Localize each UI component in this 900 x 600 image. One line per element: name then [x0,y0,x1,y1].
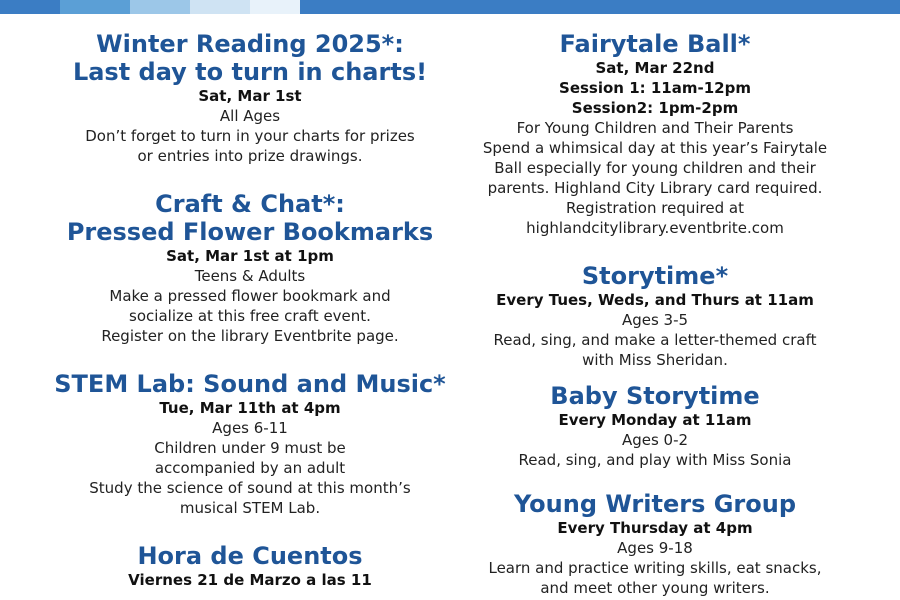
event-title: Young Writers Group [514,490,796,518]
event-audience: Teens & Adults [194,267,306,285]
event-title: STEM Lab: Sound and Music* [54,370,446,398]
event-title: Storytime* [581,262,729,290]
event-description: parents. Highland City Library card required. [487,179,823,197]
header-band [0,0,900,14]
event-description: Children under 9 must be [154,439,346,457]
event-session: Session2: 1pm-2pm [571,99,739,117]
event-craft-chat [20,190,480,346]
event-audience: Ages 6-11 [212,419,288,437]
event-registration-link[interactable]: highlandcitylibrary.eventbrite.com [526,219,784,237]
event-description: Study the science of sound at this month’s [89,479,411,497]
event-title: Last day to turn in charts! [72,58,428,86]
event-description: Learn and practice writing skills, eat snacks, [488,559,822,577]
event-audience: Ages 9-18 [617,539,693,557]
event-description: Register on the library Eventbrite page. [101,327,399,345]
event-storytime [440,262,870,370]
event-audience: Ages 3-5 [621,311,689,329]
event-audience: All Ages [219,107,281,125]
event-title: Pressed Flower Bookmarks [66,218,434,246]
header-ray [250,0,300,14]
header-ray [130,0,190,14]
event-description: Registration required at [566,199,744,217]
right-column [440,30,870,598]
event-date: Viernes 21 de Marzo a las 11 [128,571,372,589]
event-title: Craft & Chat*: [155,190,345,218]
left-column [20,30,480,590]
event-description: socialize at this free craft event. [129,307,371,325]
event-baby-storytime [440,382,870,470]
event-description: and meet other young writers. [540,579,770,597]
event-description: Read, sing, and play with Miss Sonia [518,451,792,469]
event-date: Sat, Mar 22nd [595,59,715,77]
event-description: Don’t forget to turn in your charts for prizes [85,127,415,145]
event-fairytale-ball [440,30,870,238]
event-session: Session 1: 11am-12pm [559,79,751,97]
event-description: accompanied by an adult [154,459,346,477]
event-description: or entries into prize drawings. [137,147,363,165]
event-title: Hora de Cuentos [137,542,363,570]
event-date: Every Tues, Weds, and Thurs at 11am [496,291,814,309]
event-date: Sat, Mar 1st [198,87,302,105]
event-stem-lab [20,370,480,518]
event-description: Spend a whimsical day at this year’s Fairytale [482,139,828,157]
event-description: musical STEM Lab. [179,499,321,517]
event-winter-reading [20,30,480,166]
event-description: Ball especially for young children and their [494,159,816,177]
event-hora-de-cuentos [20,542,480,590]
event-young-writers [440,490,870,598]
event-date: Tue, Mar 11th at 4pm [159,399,341,417]
event-title: Winter Reading 2025*: [96,30,404,58]
event-title: Fairytale Ball* [559,30,751,58]
header-ray [60,0,130,14]
event-description: with Miss Sheridan. [582,351,728,369]
header-ray [190,0,250,14]
event-date: Every Thursday at 4pm [557,519,753,537]
event-date: Every Monday at 11am [558,411,752,429]
event-description: Read, sing, and make a letter-themed craft [493,331,817,349]
event-audience: For Young Children and Their Parents [516,119,794,137]
event-date: Sat, Mar 1st at 1pm [166,247,334,265]
event-description: Make a pressed flower bookmark and [109,287,391,305]
event-title: Baby Storytime [550,382,760,410]
event-audience: Ages 0-2 [621,431,689,449]
